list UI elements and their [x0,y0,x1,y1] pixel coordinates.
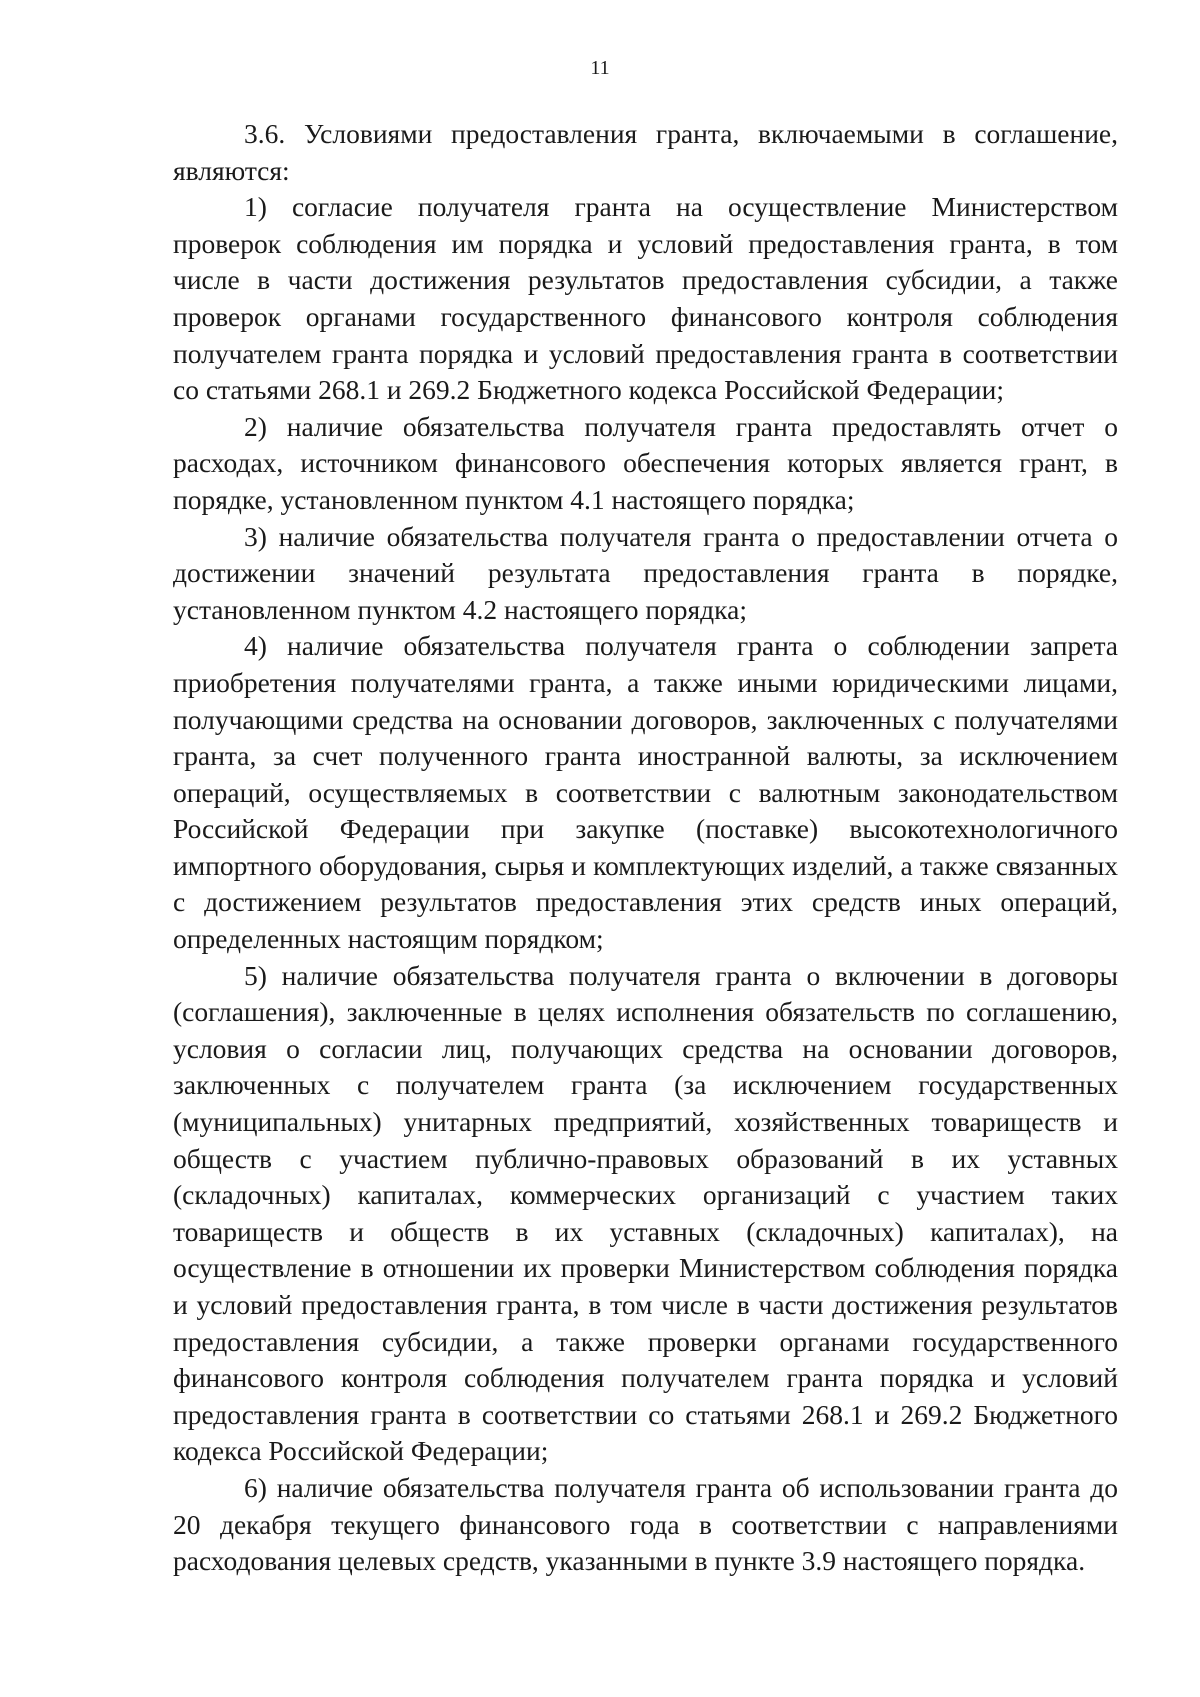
paragraph-item-4: 4) наличие обязательства получателя гранта о соблюдении запрета приобретения получателями гранта, а также иными юридическими лицами, получающими средства на основании договоров, заключенных с получателями гранта, за счет полученного гранта иностранной валюты, за исключением операций, осуществляемых в соответствии с валютным законодательством Российской Федерации при закупке (поставке) высокотехнологичного импортного оборудования, сырья и комплектующих изделий, а также связанных с достижением результатов предоставления этих средств иных операций, определенных настоящим порядком; [173,630,1118,955]
paragraph-item-5: 5) наличие обязательства получателя гранта о включении в договоры (соглашения), заключенные в целях исполнения обязательств по соглашению, условия о согласии лиц, получающих средства на основании договоров, заключенных с получателем гранта (за исключением государственных (муниципальных) унитарных предприятий, хозяйственных товариществ и обществ с участием публично-правовых образований в их уставных (складочных) капиталах, коммерческих организаций с участием таких товариществ и обществ в их уставных (складочных) капиталах), на осуществление в отношении их проверки Министерством соблюдения порядка и условий предоставления гранта, в том числе в части достижения результатов предоставления субсидии, а также проверки органами государственного финансового контроля соблюдения получателем гранта порядка и условий предоставления гранта в соответствии со статьями 268.1 и 269.2 Бюджетного кодекса Российской Федерации; [173,959,1118,1467]
paragraph-3-6-intro: 3.6. Условиями предоставления гранта, включаемыми в соглашение, являются: [173,118,1118,186]
paragraph-item-2: 2) наличие обязательства получателя гранта предоставлять отчет о расходах, источником финансового обеспечения которых является грант, в порядке, установленном пунктом 4.1 настоящего порядка; [173,410,1118,515]
page-number: 11 [590,57,610,79]
paragraph-item-1: 1) согласие получателя гранта на осуществление Министерством проверок соблюдения им порядка и условий предоставления гранта, в том числе в части достижения результатов предоставления субсидии, а также проверок органами государственного финансового контроля соблюдения получателем гранта порядка и условий предоставления гранта в соответствии со статьями 268.1 и 269.2 Бюджетного кодекса Российской Федерации; [173,191,1118,406]
paragraph-item-3: 3) наличие обязательства получателя гранта о предоставлении отчета о достижении значений результата предоставления гранта в порядке, установленном пунктом 4.2 настоящего порядка; [173,520,1118,625]
document-body [173,116,1118,1580]
paragraph-item-6: 6) наличие обязательства получателя гранта об использовании гранта до 20 декабря текущего финансового года в соответствии с направлениями расходования целевых средств, указанными в пункте 3.9 настоящего порядка. [173,1471,1118,1577]
